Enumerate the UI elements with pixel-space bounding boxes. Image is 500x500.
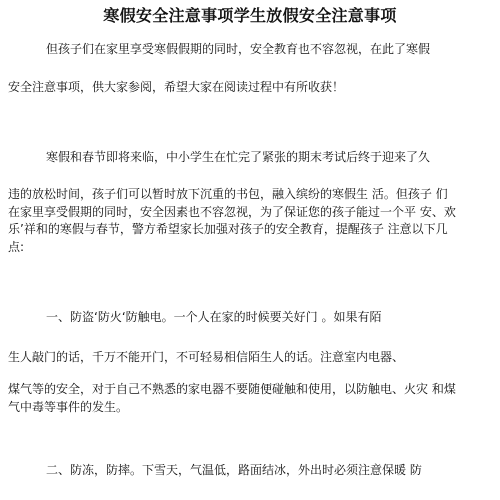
paragraph-line: 气中毒等事件的发生。 [8,400,129,414]
paragraph-line: 乐’祥和的寒假与春节，警方希望家长加强对孩子的安全教育，提醒孩子 注意以下几 [8,222,448,236]
section-heading-line: 一、防盗‘防火‘防触电。一个人在家的时候要关好门 。如果有陌 [46,310,382,324]
paragraph-line: 在家里享受假期的同时，安全因素也不容忽视，为了保证您的孩子能过一个平 安、欢 [8,205,456,219]
paragraph-line: 违的放松时间，孩子们可以暂时放下沉重的书包，融入缤纷的寒假生 活。但孩子 们 [8,187,448,201]
paragraph-line: 点: [8,240,25,254]
paragraph-line: 但孩子们在家里享受寒假假期的同时，安全教育也不容忽视，在此了寒假 [46,42,431,56]
document-title: 寒假安全注意事项学生放假安全注意事项 [103,6,397,25]
paragraph-line: 生人敲门的话，千万不能开门，不可轻易相信陌生人的话。注意室内电器、 [8,350,405,364]
paragraph-line: 煤气等的安全，对于自己不熟悉的家电器不要随便碰触和使用，以防触电、火灾 和煤 [8,382,456,396]
paragraph-line: 寒假和春节即将来临，中小学生在忙完了紧张的期末考试后终于迎来了久 [46,150,431,164]
paragraph-line: 安全注意事项，供大家参阅，希望大家在阅读过程中有所收获！ [8,80,345,94]
section-heading-line: 二、防冻，防摔。下雪天，气温低，路面结冰，外出时必须注意保暖 防 [46,463,422,477]
